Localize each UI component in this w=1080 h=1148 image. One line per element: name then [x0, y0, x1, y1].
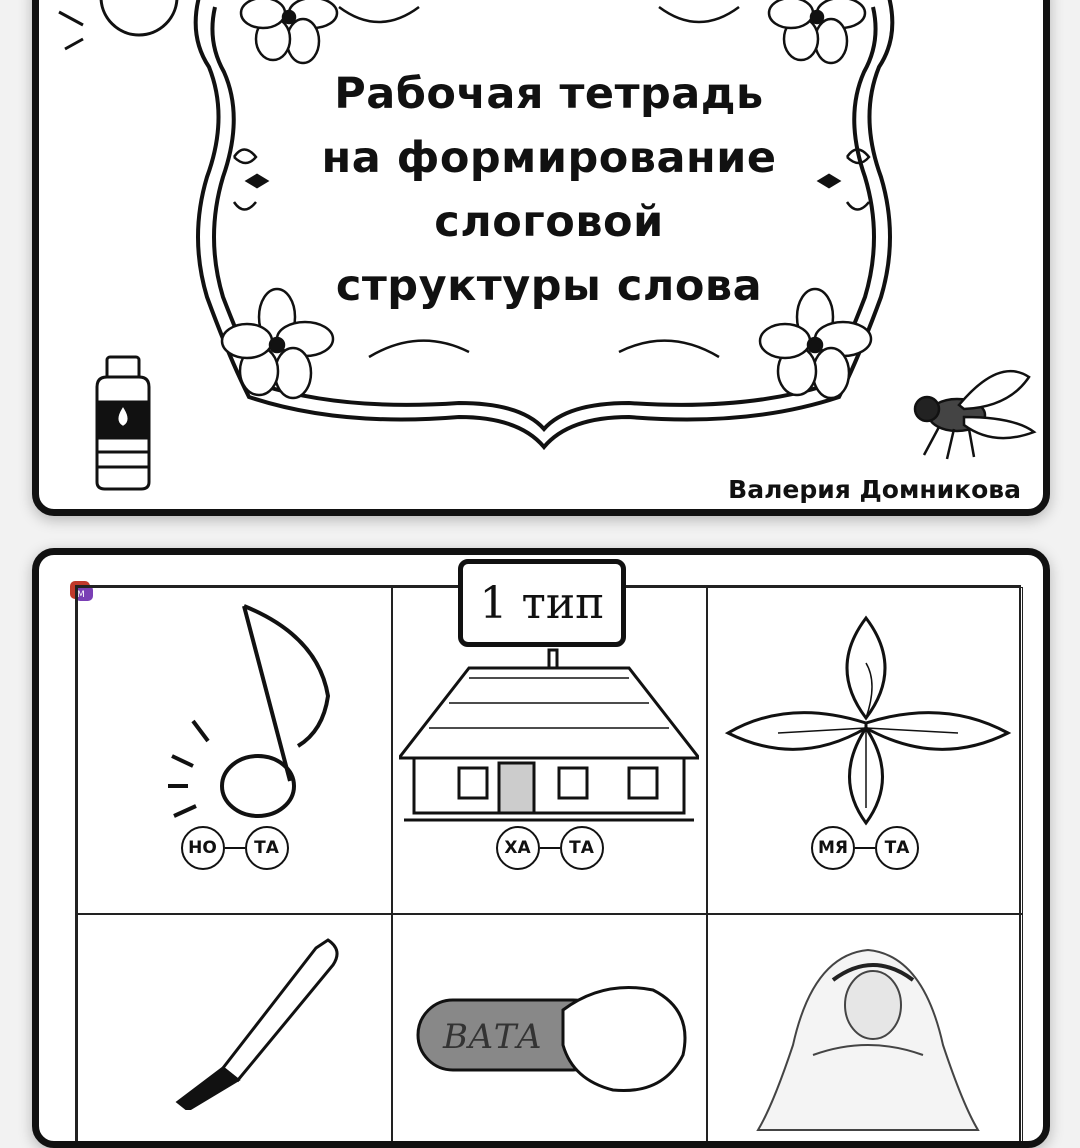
picture-card [77, 587, 392, 914]
picture-card [707, 914, 1023, 1148]
picture-card [392, 914, 707, 1148]
syllable-row [393, 826, 706, 870]
title-line: структуры слова [335, 261, 763, 311]
title-line: слоговой [434, 197, 664, 247]
bride-veil-icon [753, 935, 983, 1135]
syllable-link [540, 847, 560, 850]
cover-title [299, 62, 799, 318]
syllable-circle: МЯ [811, 826, 855, 870]
thatched-house-icon [399, 648, 699, 828]
syllable-circle: ТА [875, 826, 919, 870]
bottle-icon [97, 357, 149, 489]
title-line: на формирование [321, 133, 777, 183]
svg-text:M: M [77, 590, 85, 600]
music-note-icon [148, 596, 338, 826]
rolling-tool-icon [168, 930, 348, 1110]
syllable-row [78, 826, 391, 870]
syllable-link [225, 847, 245, 850]
worksheet-card [32, 548, 1050, 1148]
pack-label: ВАТА [443, 1017, 543, 1057]
syllable-row [708, 826, 1022, 870]
author-name: Валерия Домникова [728, 475, 1021, 504]
picture-grid [75, 585, 1021, 1148]
sun-icon [59, 0, 177, 49]
picture-card [707, 587, 1023, 914]
syllable-circle: НО [181, 826, 225, 870]
syllable-circle: ХА [496, 826, 540, 870]
syllable-circle: ТА [560, 826, 604, 870]
cotton-wool-pack-icon [413, 970, 693, 1120]
picture-card [77, 914, 392, 1148]
title-line: Рабочая тетрадь [334, 69, 764, 119]
syllable-link [855, 847, 875, 850]
mint-leaves-icon [718, 608, 1014, 828]
type-badge: 1 тип [458, 559, 626, 647]
fly-icon [915, 371, 1034, 459]
syllable-circle: ТА [245, 826, 289, 870]
cover-card [32, 0, 1050, 516]
